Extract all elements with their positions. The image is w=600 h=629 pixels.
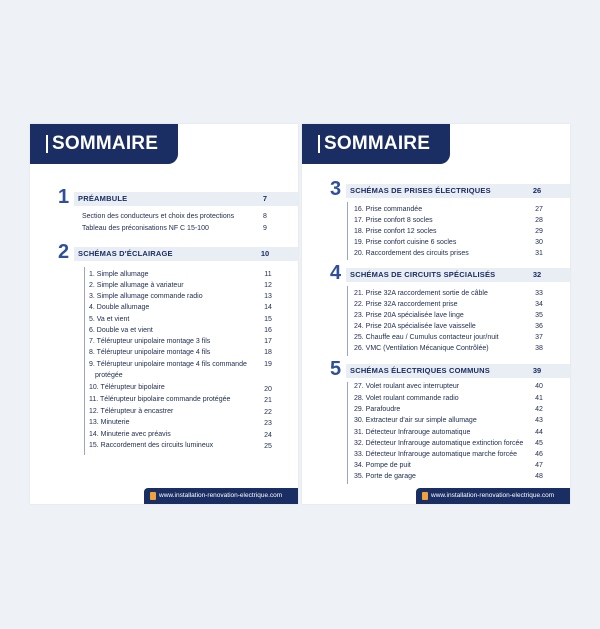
- toc-item-label: 19. Prise confort cuisine 6 socles: [354, 239, 457, 246]
- page-title: SOMMAIRE: [324, 133, 431, 154]
- toc-item-label: Section des conducteurs et choix des protections: [82, 213, 235, 220]
- toc-item-label: 29. Parafoudre: [354, 406, 401, 413]
- toc-item-label: 34. Pompe de puit: [354, 462, 411, 469]
- toc-item-label: 27. Volet roulant avec interrupteur: [354, 383, 460, 390]
- toc-item-label: 28. Volet roulant commande radio: [354, 395, 459, 402]
- toc-item-label: 13. Minuterie: [89, 419, 130, 426]
- brand-logo-icon: [422, 492, 428, 500]
- toc-item-page: 16: [264, 327, 272, 334]
- toc-item-page: 42: [535, 406, 543, 413]
- title-accent-bar: [46, 135, 48, 153]
- toc-item-label: 20. Raccordement des circuits prises: [354, 250, 469, 257]
- toc-item-page: 36: [535, 323, 543, 330]
- toc-item-page: 48: [535, 473, 543, 480]
- toc-item-label: 10. Télérupteur bipolaire: [89, 384, 165, 391]
- toc-item-page: 12: [264, 282, 272, 289]
- toc-item-page: 11: [264, 271, 272, 278]
- toc-item-page: 17: [264, 338, 272, 345]
- toc-item-page: 22: [264, 409, 272, 416]
- toc-item-page: 37: [535, 334, 543, 341]
- toc-item-page: 20: [264, 386, 272, 393]
- section-page-number: 7: [262, 194, 268, 203]
- toc-item-page: 18: [264, 349, 272, 356]
- toc-item-page: 43: [535, 417, 543, 424]
- section-divider-line: [84, 267, 85, 455]
- toc-item-page: 28: [535, 217, 543, 224]
- toc-item-label: 23. Prise 20A spécialisée lave linge: [354, 312, 464, 319]
- section-page-number: 10: [260, 249, 270, 258]
- toc-item-page: 41: [535, 395, 543, 402]
- toc-item-label: 16. Prise commandée: [354, 206, 423, 213]
- toc-item-label: 12. Télérupteur à encastrer: [89, 408, 174, 415]
- title-accent-bar: [318, 135, 320, 153]
- toc-item-label: 3. Simple allumage commande radio: [89, 293, 203, 300]
- section-title: SCHÉMAS DE PRISES ÉLECTRIQUES: [350, 186, 491, 195]
- section-page-number: 26: [532, 186, 542, 195]
- toc-item-page: 40: [535, 383, 543, 390]
- section-title: PRÉAMBULE: [78, 194, 128, 203]
- toc-item-label: 22. Prise 32A raccordement prise: [354, 301, 458, 308]
- toc-item-label: 35. Porte de garage: [354, 473, 416, 480]
- toc-page-left: [30, 124, 298, 504]
- section-number: 3: [330, 178, 342, 200]
- page-title: SOMMAIRE: [52, 133, 159, 154]
- toc-item-label: 17. Prise confort 8 socles: [354, 217, 433, 224]
- toc-item-page: 27: [535, 206, 543, 213]
- toc-item-label: 32. Détecteur Infrarouge automatique extinction forcée: [354, 440, 524, 447]
- toc-item-label: 1. Simple allumage: [89, 271, 149, 278]
- toc-item-label: Tableau des préconisations NF C 15-100: [82, 225, 209, 232]
- toc-item-label: 5. Va et vient: [89, 316, 130, 323]
- toc-item-label: 2. Simple allumage à variateur: [89, 282, 184, 289]
- section-number: 1: [58, 186, 70, 208]
- toc-item-label: 14. Minuterie avec préavis: [89, 431, 171, 438]
- footer-banner: [416, 488, 570, 504]
- section-page-number: 32: [532, 270, 542, 279]
- toc-item-page: 34: [535, 301, 543, 308]
- toc-item-page: 33: [535, 290, 543, 297]
- page-title-banner: [30, 124, 178, 164]
- section-title: SCHÉMAS D'ÉCLAIRAGE: [78, 249, 173, 258]
- toc-item-label: 24. Prise 20A spécialisée lave vaisselle: [354, 323, 476, 330]
- section-divider-line: [347, 286, 348, 356]
- toc-item-label: 6. Double va et vient: [89, 327, 153, 334]
- toc-item-page: 19: [264, 361, 272, 368]
- section-number: 4: [330, 262, 342, 284]
- toc-item-page: 15: [264, 316, 272, 323]
- toc-item-page: 47: [535, 462, 543, 469]
- toc-item-page: 44: [535, 429, 543, 436]
- toc-item-page: 13: [264, 293, 272, 300]
- footer-website-link[interactable]: www.installation-renovation-electrique.com: [431, 492, 555, 499]
- section-number: 5: [330, 358, 342, 380]
- section-divider-line: [347, 202, 348, 260]
- toc-item-label: 30. Extracteur d'air sur simple allumage: [354, 417, 477, 424]
- toc-item-page: 14: [264, 304, 272, 311]
- section-page-number: 39: [532, 366, 542, 375]
- toc-item-label: 18. Prise confort 12 socles: [354, 228, 437, 235]
- toc-item-label: 21. Prise 32A raccordement sortie de câble: [354, 290, 488, 297]
- section-divider-line: [347, 382, 348, 484]
- toc-item-page: 35: [535, 312, 543, 319]
- section-number: 2: [58, 241, 70, 263]
- brand-logo-icon: [150, 492, 156, 500]
- toc-item-page: 21: [264, 397, 272, 404]
- toc-item-label: 26. VMC (Ventilation Mécanique Contrôlée): [354, 345, 489, 352]
- toc-item-label: 15. Raccordement des circuits lumineux: [89, 442, 214, 449]
- toc-item-page: 30: [535, 239, 543, 246]
- toc-item-page: 45: [535, 440, 543, 447]
- toc-page-right: [302, 124, 570, 504]
- toc-item-page: 38: [535, 345, 543, 352]
- footer-banner: [144, 488, 298, 504]
- toc-item-page: 46: [535, 451, 543, 458]
- footer-website-link[interactable]: www.installation-renovation-electrique.com: [159, 492, 283, 499]
- toc-item-page: 8: [263, 213, 267, 220]
- section-title: SCHÉMAS ÉLECTRIQUES COMMUNS: [350, 366, 490, 375]
- toc-item-page: 24: [264, 432, 272, 439]
- toc-item-page: 23: [264, 420, 272, 427]
- toc-item-label: 4. Double allumage: [89, 304, 150, 311]
- toc-item-label: 9. Télérupteur unipolaire montage 4 fils commande: [89, 361, 247, 368]
- toc-item-label: 25. Chauffe eau / Cumulus contacteur jour/nuit: [354, 334, 499, 341]
- toc-item-label: 8. Télérupteur unipolaire montage 4 fils: [89, 349, 211, 356]
- page-title-banner: [302, 124, 450, 164]
- toc-item-page: 25: [264, 443, 272, 450]
- toc-item-label: 11. Télérupteur bipolaire commande protégée: [89, 396, 231, 403]
- toc-item-label: 31. Détecteur Infrarouge automatique: [354, 429, 471, 436]
- toc-item-page: 31: [535, 250, 543, 257]
- toc-item-label: 7. Télérupteur unipolaire montage 3 fils: [89, 338, 211, 345]
- toc-item-label: 33. Détecteur Infrarouge automatique marche forcée: [354, 451, 518, 458]
- section-title: SCHÉMAS DE CIRCUITS SPÉCIALISÉS: [350, 270, 496, 279]
- toc-item-page: 9: [263, 225, 267, 232]
- toc-item-label-continued: protégée: [95, 372, 123, 379]
- toc-item-page: 29: [535, 228, 543, 235]
